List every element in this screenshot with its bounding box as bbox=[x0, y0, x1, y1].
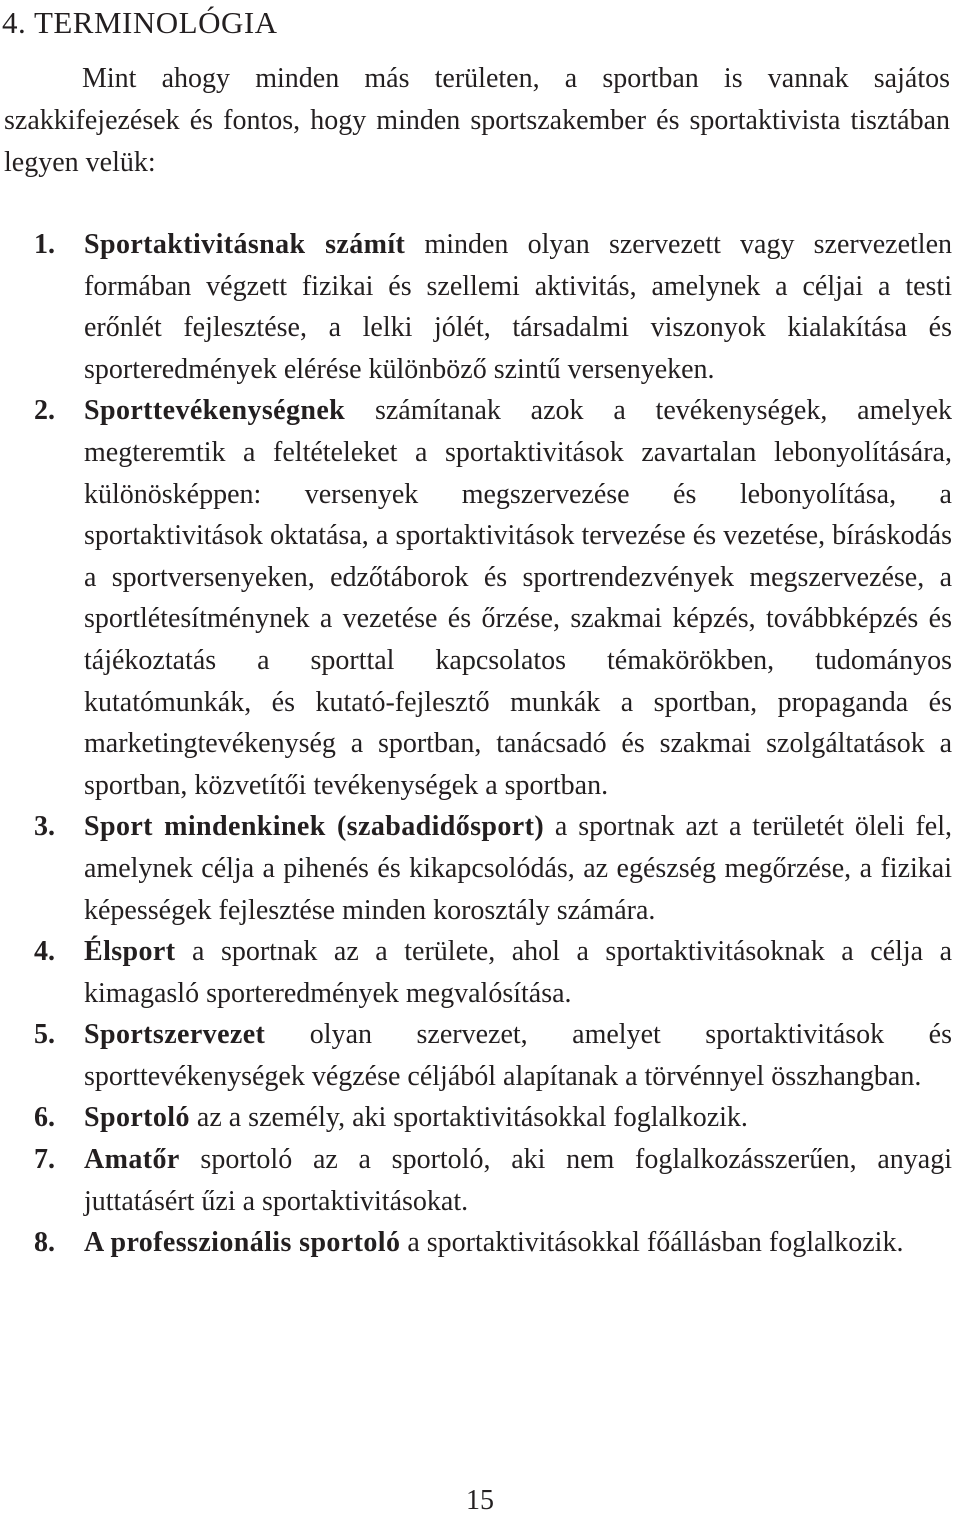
item-term: Sportszervezet bbox=[84, 1019, 266, 1051]
item-number: 1. bbox=[34, 229, 55, 260]
intro-paragraph: Mint ahogy minden más területen, a sportban is vannak sajátos szakkifejezések és fontos, hogy minden sportszakember és sportaktivista tisztában legyen velük: bbox=[4, 63, 950, 178]
list-item bbox=[0, 224, 952, 390]
item-term: Sportaktivitásnak számít bbox=[84, 229, 406, 260]
item-term: Sport mindenkinek (szabadidősport) bbox=[84, 811, 545, 843]
list-item bbox=[0, 390, 952, 806]
item-text: sportoló az a sportoló, aki nem foglalkozásszerűen, anyagi juttatásért űzi a sportaktivitásokat. bbox=[84, 1144, 952, 1217]
list-item bbox=[0, 931, 952, 1014]
terminology-list bbox=[0, 224, 952, 1264]
page-number: 15 bbox=[466, 1485, 494, 1516]
item-text: számítanak azok a tevékenységek, amelyek megteremtik a feltételeket a sportaktivitások zavartalan lebonyolítására, különösképpen: versenyek megszervezése és lebonyolítása, a sportaktivitások oktatása, a sportaktivitások tervezése és vezetése, bíráskodás a sportversenyeken, edzőtáborok és sportrendezvények megszervezése, a sportlétesítménynek a vezetése és őrzése, szakmai képzés, továbbképzés és tájékoztatás a sporttal kapcsolatos témakörökben, tudományos kutatómunkák, és kutató-fejlesztő munkák a sportban, propaganda és marketingtevékenység a sportban, tanácsadó és szakmai szolgáltatások a sportban, közvetítői tevékenységek a sportban. bbox=[84, 395, 952, 801]
item-term: Sporttevékenységnek bbox=[84, 395, 346, 427]
item-text: olyan szervezet, amelyet sportaktivitások és sporttevékenységek végzése céljából alapítanak a törvénnyel összhangban. bbox=[84, 1019, 952, 1092]
item-text: az a személy, aki sportaktivitásokkal foglalkozik. bbox=[189, 1102, 748, 1134]
item-number: 5. bbox=[34, 1019, 55, 1051]
item-term: Élsport bbox=[84, 936, 176, 968]
item-number: 6. bbox=[34, 1102, 55, 1134]
list-item bbox=[0, 1139, 952, 1222]
item-term: Amatőr bbox=[84, 1144, 180, 1176]
item-text: a sportaktivitásokkal főállásban foglalkozik. bbox=[400, 1227, 904, 1259]
list-item bbox=[0, 1014, 952, 1097]
item-number: 7. bbox=[34, 1144, 55, 1176]
item-text: a sportnak az a területe, ahol a sportaktivitásoknak a célja a kimagasló sporteredmények megvalósítása. bbox=[84, 936, 952, 1009]
item-number: 2. bbox=[34, 395, 55, 427]
section-heading: 4. TERMINOLÓGIA bbox=[2, 5, 278, 40]
list-item bbox=[0, 1222, 952, 1264]
item-number: 3. bbox=[34, 811, 55, 843]
item-text: a sportnak azt a területét öleli fel, amelynek célja a pihenés és kikapcsolódás, az egészség megőrzése, a fizikai képességek fejlesztése minden korosztály számára. bbox=[84, 811, 952, 926]
item-term: Sportoló bbox=[84, 1102, 190, 1134]
item-text: minden olyan szervezett vagy szervezetlen formában végzett fizikai és szellemi aktivitás, amelynek a céljai a testi erőnlét fejlesztése, a lelki jólét, társadalmi viszonyok kialakítása és sporteredmények elérése különböző szintű versenyeken. bbox=[84, 229, 952, 385]
list-item bbox=[0, 806, 952, 931]
item-number: 4. bbox=[34, 936, 55, 968]
list-item bbox=[0, 1097, 952, 1139]
item-number: 8. bbox=[34, 1227, 55, 1259]
item-term: A professzionális sportoló bbox=[84, 1227, 401, 1259]
